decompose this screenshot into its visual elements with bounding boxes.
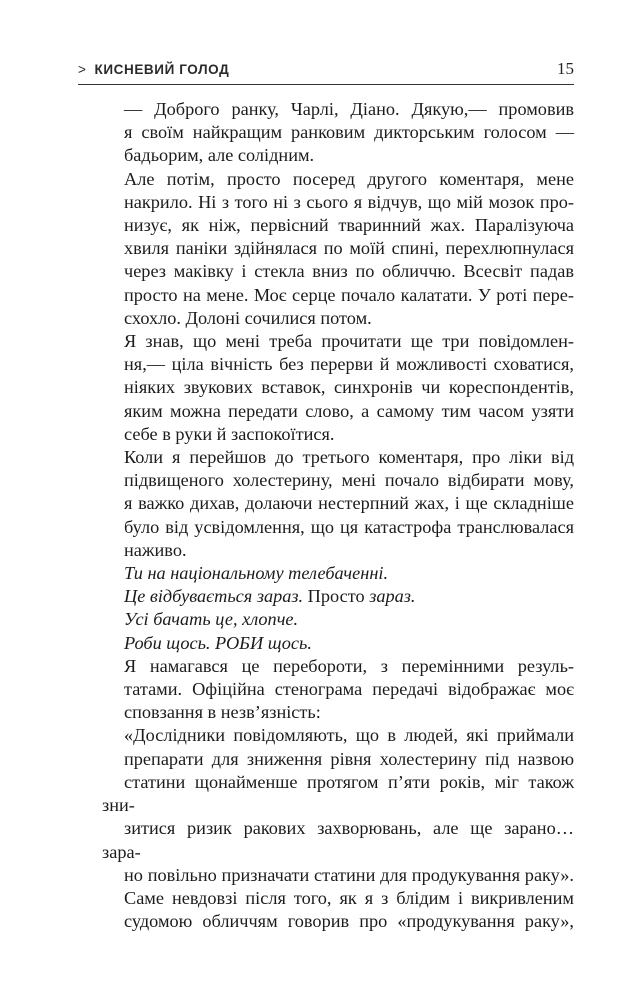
chevron-right-icon: > xyxy=(78,62,87,77)
text-line: я важко дихав, долаючи нестерпний жах, і ще складніше xyxy=(124,493,574,514)
chapter-title-text: КИСНЕВИЙ ГОЛОД xyxy=(94,62,230,77)
paragraph xyxy=(102,168,574,330)
text-line: схохло. Долоні сочилися потом. xyxy=(124,307,372,328)
text-line: було від усвідомлення, що ця катастрофа транслювалася xyxy=(124,516,574,537)
text-line: підвищеного холестерину, мені почало відбирати мову, xyxy=(124,470,574,491)
text-line: татами. Офіційна стенограма передачі відображає моє xyxy=(124,679,574,700)
text-line: «Дослідники повідомляють, що в людей, які приймали xyxy=(124,725,574,746)
text-line: ня,— ціла вічність без перерви й можливості сховатися, xyxy=(124,354,574,375)
italic-text: Роби щось. РОБИ щось. xyxy=(124,632,312,653)
text-line: — Доброго ранку, Чарлі, Діано. Дякую,— промовив xyxy=(124,99,574,119)
italic-thought xyxy=(102,632,574,655)
text-line: хвиля паніки здійнялася по моїй спині, перехлюпнулася xyxy=(124,238,574,259)
italic-text: зараз. xyxy=(369,586,416,607)
paragraph xyxy=(102,887,574,933)
text-line: яким можна передати слово, а самому тим часом узяти xyxy=(124,400,574,421)
text-line: зитися ризик ракових захворювань, але ще зарано… зара- xyxy=(102,818,574,862)
text-line: наживо. xyxy=(124,539,187,560)
italic-text: Це відбувається зараз. xyxy=(124,586,304,607)
italic-thought xyxy=(102,608,574,631)
italic-thought xyxy=(102,562,574,585)
paragraph xyxy=(102,446,574,562)
italic-text: Ти на національному телебаченні. xyxy=(124,563,389,584)
text-line: Коли я перейшов до третього коментаря, про ліки від xyxy=(124,447,574,468)
header-rule xyxy=(78,84,574,85)
body-text xyxy=(102,98,574,933)
text-line: Я намагався це перебороти, з перемінними резуль- xyxy=(124,655,574,676)
text-line: бадьорим, але солідним. xyxy=(124,145,315,166)
italic-text: Усі бачать це, хлопче. xyxy=(124,609,299,630)
text-line: статини щонайменше протягом п’яти років, міг також зни- xyxy=(102,771,574,816)
text-line: Але потім, просто посеред другого коментаря, мене xyxy=(124,168,574,189)
running-header xyxy=(78,58,574,84)
text-line: просто на мене. Моє серце почало калатати. У роті пере- xyxy=(124,284,574,305)
paragraph xyxy=(102,655,574,725)
paragraph xyxy=(102,330,574,446)
paragraph xyxy=(102,98,574,168)
text-line: низує, як ніж, первісний тваринний жах. Паралізуюча xyxy=(124,215,574,236)
italic-thought xyxy=(102,585,574,608)
text-line: накрило. Ні з того ні з сього я відчув, що мій мозок про- xyxy=(124,191,574,212)
text-line: через маківку і стекла вниз по обличчю. Всесвіт падав xyxy=(124,261,574,282)
text-line: я своїм найкращим ранковим дикторським голосом — xyxy=(124,122,574,143)
text-line: но повільно призначати статини для продукування раку». xyxy=(124,864,574,885)
text-line: себе в руки й заспокоїтися. xyxy=(124,423,335,444)
text-line: судомою обличчям говорив про «продукування раку», xyxy=(124,911,574,932)
text-line: Саме невдовзі після того, як я з блідим і викривленим xyxy=(124,887,574,908)
quote-paragraph xyxy=(102,724,574,886)
chapter-title xyxy=(78,62,229,77)
page-number: 15 xyxy=(557,59,574,78)
upright-text: Просто xyxy=(303,586,370,607)
text-line: Я знав, що мені треба прочитати ще три повідомлен- xyxy=(124,331,574,352)
text-line: сповзання в незв’язність: xyxy=(124,702,321,723)
text-line: препарати для зниження рівня холестерину під назвою xyxy=(124,748,574,769)
text-line: ніяких звукових вставок, синхронів чи кореспондентів, xyxy=(124,377,574,398)
